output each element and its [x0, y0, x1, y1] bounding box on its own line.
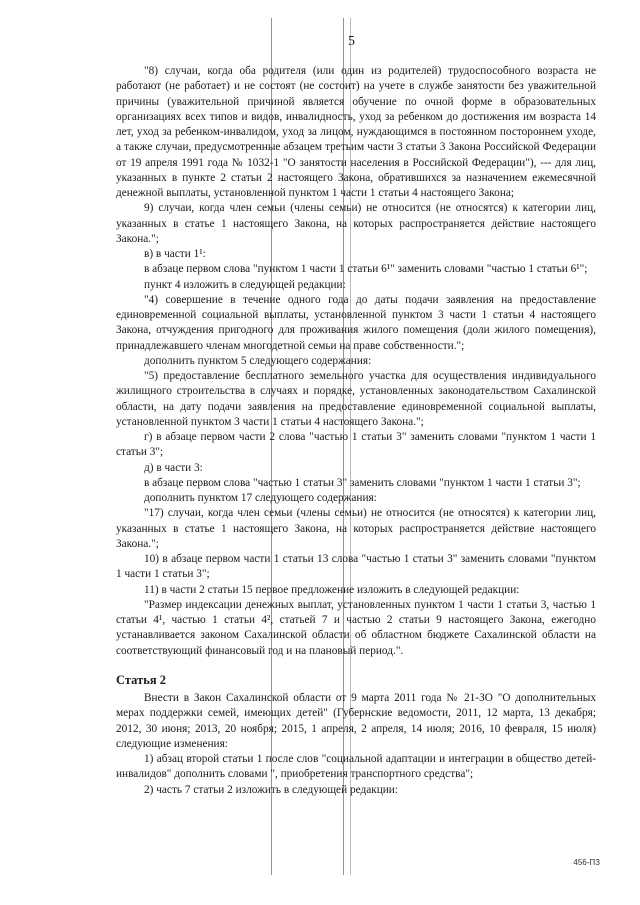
paragraph: "5) предоставление бесплатного земельного участка для осуществления индивидуального жилищного строительства в случаях и порядке, установленных законодательством Сахалинской области, на дату подачи заявления на предоставление единовременной социальной выплаты, установленной пунктом 3 части 1 статьи 4 настоящего Закона."; [116, 370, 596, 428]
document-body [116, 64, 596, 798]
paragraph: "8) случаи, когда оба родителя (или один из родителей) трудоспособного возраста не работают (не работает) и не состоят (не состоит) на учете в службе занятости без уважительной причины (уважительной причиной является обучение по очной форме в образовательных организациях всех типов и видов, инвалидность, уход за ребенком до достижения им возраста 14 лет, уход за ребенком-инвалидом, уход за лицом, нуждающимся в постоянном постороннем уходе, а также случаи, предусмотренные абзацем третьим части 3 статьи 3 Закона Российской Федерации от 19 апреля 1991 года № 1032-1 "О занятости населения в Российской Федерации"), --- для лиц, указанных в пункте 2 статьи 2 настоящего Закона, обратившихся за назначением ежемесячной денежной выплаты, установленной пунктом 1 части 1 статьи 4 настоящего Закона; [116, 65, 596, 199]
paragraph: Внести в Закон Сахалинской области от 9 марта 2011 года № 21-ЗО "О дополнительных мерах поддержки семей, имеющих детей" (Губернские ведомости, 2011, 12 марта, 13 декабря; 2012, 30 июня; 2013, 20 ноября; 2015, 1 апреля, 2 апреля, 14 июля; 2016, 10 февраля, 15 июля) следующие изменения: [116, 692, 596, 750]
paragraph: дополнить пунктом 17 следующего содержания: [144, 492, 377, 504]
paragraph: пункт 4 изложить в следующей редакции: [144, 278, 346, 291]
paragraph: в абзаце первом слова "пунктом 1 части 1 статьи 6¹" заменить словами "частью 1 статьи 6¹"; [144, 263, 588, 276]
paragraph: 9) случаи, когда член семьи (члены семьи) не относится (не относятся) к категории лиц, указанных в статье 1 настоящего Закона, на которых распространяется действие настоящего Закона."; [116, 202, 596, 245]
paragraph: 2) часть 7 статьи 2 изложить в следующей редакции: [144, 783, 398, 796]
page-number: 5 [348, 34, 355, 49]
paragraph: 1) абзац второй статьи 1 после слов "социальной адаптации и интеграции в общество детей-инвалидов" дополнить словами ", приобретения транспортного средства"; [116, 753, 596, 781]
paragraph: "17) случаи, когда член семьи (члены семьи) не относится (не относятся) к категории лиц, указанных в статье 1 настоящего Закона, на которых распространяется действие настоящего Закона."; [116, 507, 596, 550]
paragraph: 10) в абзаце первом части 1 статьи 13 слова "частью 1 статьи 3" заменить словами "пунктом 1 части 1 статьи 3"; [116, 553, 596, 581]
document-code: 456-ПЗ [573, 858, 600, 867]
paragraph: 11) в части 2 статьи 15 первое предложение изложить в следующей редакции: [144, 583, 520, 596]
paragraph: "4) совершение в течение одного года до даты подачи заявления на предоставление единовременной социальной выплаты, установленной пунктом 3 части 1 статьи 4 настоящего Закона, отчуждения пригодного для проживания жилого помещения (доли жилого помещения), принадлежавшего членам многодетной семьи на праве собственности."; [116, 293, 596, 352]
paragraph: в абзаце первом слова "частью 1 статьи 3" заменить словами "пунктом 1 части 1 статьи 3"; [144, 476, 581, 489]
article-heading: Статья 2 [116, 672, 166, 687]
paragraph: дополнить пунктом 5 следующего содержания: [144, 354, 372, 367]
paragraph: г) в абзаце первом части 2 слова "частью 1 статьи 3" заменить словами "пунктом 1 части 1 статьи 3"; [116, 431, 596, 459]
paragraph: д) в части 3: [144, 461, 203, 474]
paragraph: "Размер индексации денежных выплат, установленных пунктом 1 части 1 статьи 3, частью 1 статьи 4¹, частью 1 статьи 4², статьей 7 и частью 2 статьи 9 настоящего Закона, ежегодно устанавливается законом Сахалинской области об областном бюджете Сахалинской области на соответствующий финансовый год и на плановый период.". [116, 598, 596, 657]
paragraph: в) в части 1¹: [144, 248, 206, 260]
